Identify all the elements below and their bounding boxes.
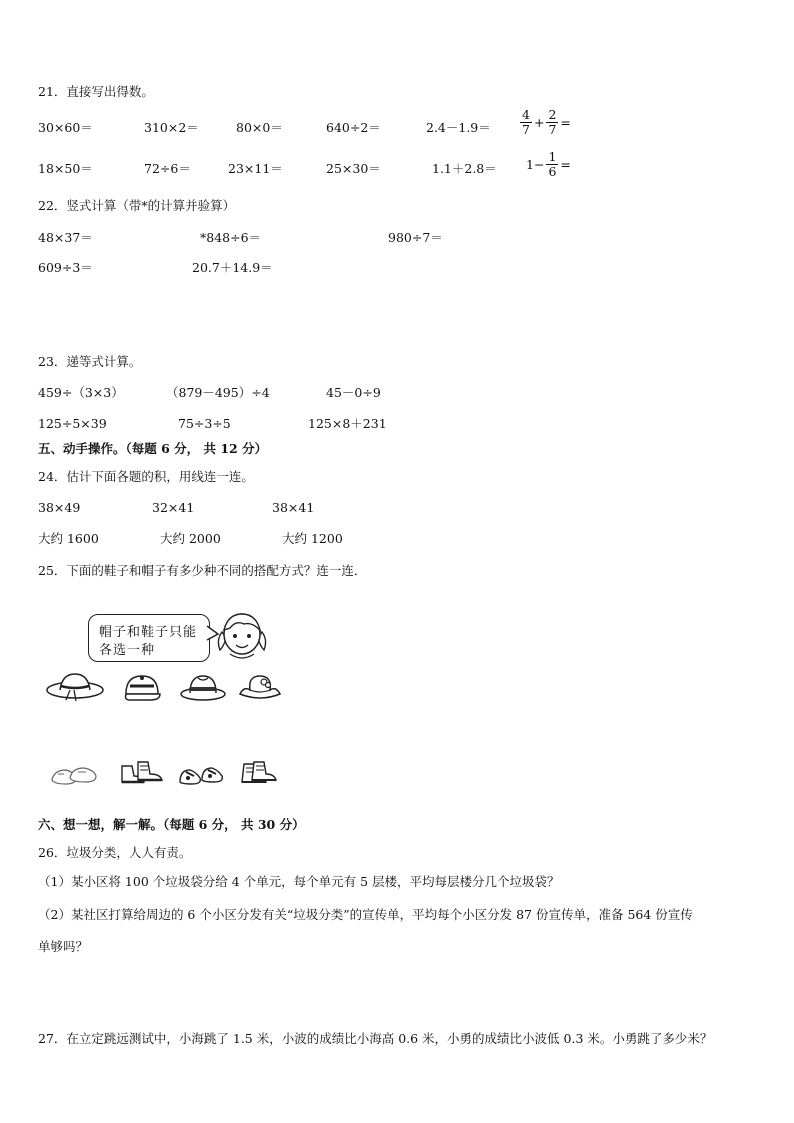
q24-title: 24．估计下面各题的积，用线连一连。 bbox=[38, 469, 254, 484]
bubble-line-2: 各选一种 bbox=[99, 643, 156, 658]
section5-title: 五、动手操作。（每题 6 分， 共 12 分） bbox=[38, 441, 268, 456]
q22-item-3: 980÷7＝ bbox=[388, 230, 443, 245]
q21-r2-c1: 18×50＝ bbox=[38, 161, 93, 176]
q21-r1-c4: 640÷2＝ bbox=[326, 120, 381, 135]
q23-item-4: 125÷5×39 bbox=[38, 416, 107, 431]
q27-text: 27．在立定跳远测试中，小海跳了 1.5 米，小波的成绩比小海高 0.6 米，小勇的成绩比小波低 0.3 米。小勇跳了多少米？ bbox=[38, 1031, 713, 1046]
q23-item-3: 45－0÷9 bbox=[326, 385, 381, 400]
bubble-line-1: 帽子和鞋子只能 bbox=[99, 625, 198, 640]
q26-sub2-line1: （2）某社区打算给周边的 6 个小区分发有关“垃圾分类”的宣传单，平均每个小区分发 87 份宣传单，准备 564 份宣传 bbox=[38, 907, 693, 922]
q21-r1-c5: 2.4－1.9＝ bbox=[426, 120, 491, 135]
q25-title: 25．下面的鞋子和帽子有多少种不同的搭配方式？连一连． bbox=[38, 563, 367, 578]
q26-sub1: （1）某小区将 100 个垃圾袋分给 4 个单元，每个单元有 5 层楼，平均每层楼分几个垃圾袋？ bbox=[38, 874, 560, 889]
q24-product-1: 38×49 bbox=[38, 500, 81, 515]
q23-title: 23．递等式计算。 bbox=[38, 354, 142, 369]
q22-title: 22．竖式计算（带*的计算并验算） bbox=[38, 198, 236, 213]
boots-icon bbox=[116, 756, 166, 790]
q21-fraction-sum: 4 7 + $\frac{2}{7}$ = bbox=[522, 107, 571, 137]
flower-hat-icon bbox=[236, 670, 282, 704]
q22-item-2: *848÷6＝ bbox=[200, 230, 262, 245]
q23-item-6: 125×8＋231 bbox=[308, 416, 387, 431]
q21-r2-c4: 25×30＝ bbox=[326, 161, 381, 176]
high-top-shoes-icon bbox=[236, 756, 280, 790]
q23-item-2: （879－495）÷4 bbox=[166, 385, 270, 400]
q21-r1-c2: 310×2＝ bbox=[144, 120, 199, 135]
sneakers-icon bbox=[176, 758, 228, 790]
q21-fraction-diff: 1− $\frac{1}{6}$ = bbox=[526, 149, 571, 179]
q21-r2-c2: 72÷6＝ bbox=[144, 161, 191, 176]
girl-illustration bbox=[214, 606, 270, 664]
section6-title: 六、想一想，解一解。（每题 6 分， 共 30 分） bbox=[38, 817, 305, 832]
q21-r1-c1: 30×60＝ bbox=[38, 120, 93, 135]
q23-item-1: 459÷（3×3） bbox=[38, 385, 124, 400]
q26-sub2-line2: 单够吗？ bbox=[38, 939, 89, 954]
q24-estimate-1: 大约 1600 bbox=[38, 531, 99, 546]
q22-item-5: 20.7＋14.9＝ bbox=[192, 260, 273, 275]
q22-item-1: 48×37＝ bbox=[38, 230, 93, 245]
q21-title: 21．直接写出得数。 bbox=[38, 84, 154, 99]
speech-bubble bbox=[88, 614, 210, 662]
q24-product-3: 38×41 bbox=[272, 500, 315, 515]
q21-r2-c3: 23×11＝ bbox=[228, 161, 283, 176]
q23-item-5: 75÷3÷5 bbox=[178, 416, 231, 431]
q22-item-4: 609÷3＝ bbox=[38, 260, 93, 275]
q24-estimate-3: 大约 1200 bbox=[282, 531, 343, 546]
q24-estimate-2: 大约 2000 bbox=[160, 531, 221, 546]
slipper-shoes-icon bbox=[48, 760, 100, 790]
cap-icon bbox=[120, 670, 164, 704]
q21-r1-c3: 80×0＝ bbox=[236, 120, 283, 135]
fedora-hat-icon bbox=[178, 670, 228, 704]
q21-r2-c5: 1.1＋2.8＝ bbox=[432, 161, 497, 176]
q26-title: 26．垃圾分类，人人有责。 bbox=[38, 845, 192, 860]
sun-hat-icon bbox=[44, 668, 106, 704]
q24-product-2: 32×41 bbox=[152, 500, 195, 515]
